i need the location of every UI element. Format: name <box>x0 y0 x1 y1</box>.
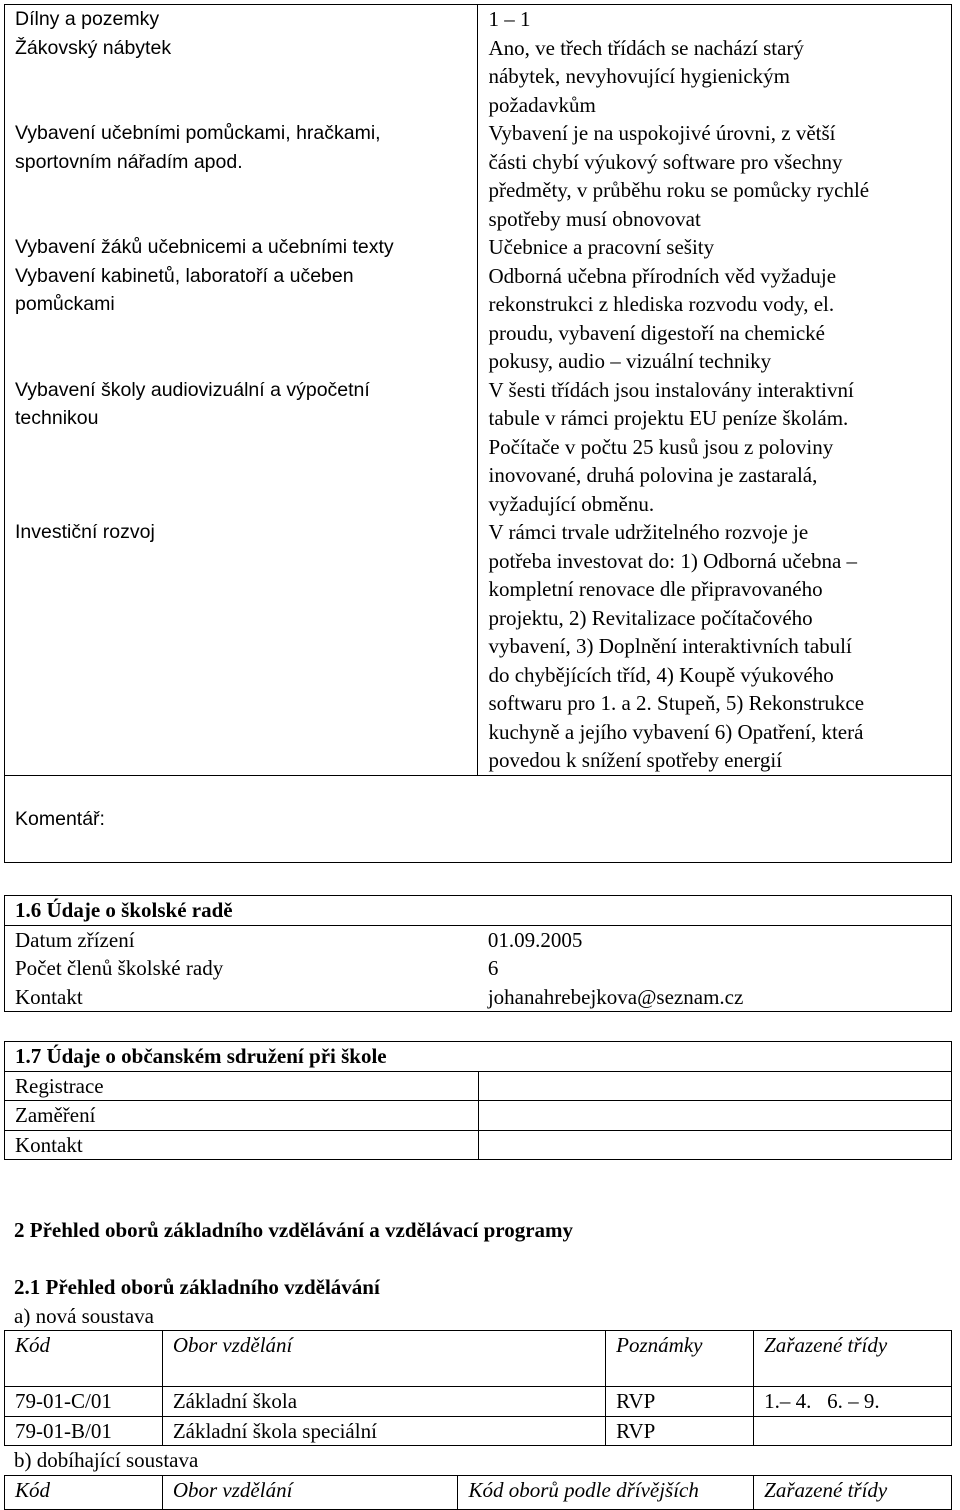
equipment-value-line: vyžadující obměnu. <box>488 491 655 516</box>
equipment-value-line: povedou k snížení spotřeby energií <box>488 748 783 772</box>
civic-value-contact <box>478 1130 951 1160</box>
equipment-value-line: 1 – 1 <box>488 7 531 31</box>
equipment-value-line: nábytek, nevyhovující hygienickým <box>488 64 791 88</box>
board-value-contact: johanahrebejkova@seznam.cz <box>478 983 952 1012</box>
equipment-row-furniture <box>5 34 952 120</box>
equipment-value-line: kuchyně a jejího vybavení 6) Opatření, která <box>488 719 864 744</box>
equipment-label-teaching-aids <box>5 119 478 233</box>
new-row1-code: 79-01-C/01 <box>5 1387 163 1417</box>
board-label-date: Datum zřízení <box>5 925 478 954</box>
equipment-value-line: Odborná učebna přírodních věd vyžaduje <box>488 263 837 288</box>
new-row1-field: Základní škola <box>162 1387 605 1417</box>
board-value-date: 01.09.2005 <box>478 925 952 954</box>
new-header-code: Kód <box>5 1331 163 1387</box>
equipment-value-line: softwaru pro 1. a 2. Stupeň, 5) Rekonstrukce <box>488 691 865 715</box>
equipment-value-textbooks <box>478 233 952 262</box>
equipment-row-av-technology <box>5 376 952 519</box>
new-row2-field: Základní škola speciální <box>162 1416 605 1446</box>
equipment-value-line: tabule v rámci projektu EU peníze školám. <box>488 406 849 430</box>
section2-heading: 2 Přehled oborů základního vzdělávání a vzdělávací programy <box>14 1218 574 1242</box>
equipment-table <box>4 4 952 863</box>
old-header-field: Obor vzdělání <box>162 1476 458 1510</box>
new-system-label: a) nová soustava <box>14 1304 154 1328</box>
equipment-label-furniture <box>5 34 478 120</box>
equipment-value-av-technology <box>478 376 952 519</box>
old-header-code: Kód <box>5 1476 163 1510</box>
equipment-value-furniture <box>478 34 952 120</box>
new-row1-classes: 1.– 4. 6. – 9. <box>754 1387 952 1417</box>
equipment-value-cabinets <box>478 262 952 376</box>
board-value-members: 6 <box>478 954 952 983</box>
equipment-value-line: spotřeby musí obnovovat <box>488 206 701 231</box>
equipment-label-line: technikou <box>15 407 99 429</box>
equipment-value-line: V rámci trvale udržitelného rozvoje je <box>488 520 809 544</box>
comment-label: Komentář: <box>15 807 105 830</box>
civic-label-focus: Zaměření <box>5 1101 479 1131</box>
civic-label-contact: Kontakt <box>5 1130 479 1160</box>
equipment-value-teaching-aids <box>478 119 952 233</box>
board-label-members: Počet členů školské rady <box>5 954 478 983</box>
comment-cell <box>5 775 952 862</box>
new-system-table <box>4 1330 952 1446</box>
equipment-label-line: sportovním nářadím apod. <box>15 150 243 173</box>
equipment-label-line: Žákovský nábytek <box>15 36 172 59</box>
equipment-value-line: části chybí výukový software pro všechny <box>488 149 843 174</box>
equipment-label-line: Vybavení kabinetů, laboratoří a učeben <box>15 264 354 287</box>
school-board-table <box>4 895 952 1012</box>
equipment-row-textbooks <box>5 233 952 262</box>
equipment-label-workshops <box>5 5 478 34</box>
equipment-label-line: Dílny a pozemky <box>15 8 160 30</box>
equipment-value-workshops <box>478 5 952 34</box>
new-header-field: Obor vzdělání <box>162 1331 605 1387</box>
old-system-label: b) dobíhající soustava <box>14 1448 199 1472</box>
new-row2-code: 79-01-B/01 <box>5 1416 163 1446</box>
equipment-label-line: Vybavení učebními pomůckami, hračkami, <box>15 122 381 144</box>
school-board-heading: 1.6 Údaje o školské radě <box>5 896 952 926</box>
equipment-row-workshops <box>5 5 952 34</box>
equipment-value-line: rekonstrukci z hlediska rozvodu vody, el. <box>488 292 835 316</box>
new-row2-classes <box>754 1416 952 1446</box>
equipment-value-line: potřeba investovat do: 1) Odborná učebna – <box>488 548 858 573</box>
equipment-value-line: inovované, druhá polovina je zastaralá, <box>488 463 818 487</box>
new-row2-notes: RVP <box>606 1416 754 1446</box>
civic-assoc-table <box>4 1041 952 1160</box>
equipment-label-line: Investiční rozvoj <box>15 521 155 543</box>
old-header-old-codes: Kód oborů podle dřívějších <box>458 1476 754 1510</box>
equipment-value-line: do chybějících tříd, 4) Koupě výukového <box>488 662 834 687</box>
equipment-label-line: Vybavení žáků učebnicemi a učebními texty <box>15 236 394 258</box>
equipment-value-line: vybavení, 3) Doplnění interaktivních tabulí <box>488 634 852 658</box>
equipment-value-line: projektu, 2) Revitalizace počítačového <box>488 605 813 630</box>
equipment-label-cabinets <box>5 262 478 376</box>
equipment-label-textbooks <box>5 233 478 262</box>
equipment-value-line: V šesti třídách jsou instalovány interaktivní <box>488 377 854 402</box>
old-header-classes: Zařazené třídy <box>754 1476 952 1510</box>
equipment-value-line: Počítače v počtu 25 kusů jsou z poloviny <box>488 434 834 459</box>
equipment-value-line: Vybavení je na uspokojivé úrovni, z větší <box>488 121 836 145</box>
equipment-row-teaching-aids <box>5 119 952 233</box>
civic-label-registration: Registrace <box>5 1071 479 1101</box>
equipment-value-line: Učebnice a pracovní sešity <box>488 235 715 259</box>
board-label-contact: Kontakt <box>5 983 478 1012</box>
equipment-value-line: kompletní renovace dle připravovaného <box>488 577 823 601</box>
equipment-value-line: proudu, vybavení digestoří na chemické <box>488 320 825 345</box>
equipment-value-line: Ano, ve třech třídách se nachází starý <box>488 35 804 60</box>
equipment-value-line: pokusy, audio – vizuální techniky <box>488 349 772 373</box>
equipment-value-line: předměty, v průběhu roku se pomůcky rychlé <box>488 178 870 202</box>
equipment-label-investment <box>5 518 478 775</box>
equipment-value-investment <box>478 518 952 775</box>
civic-value-focus <box>478 1101 951 1131</box>
equipment-row-investment <box>5 518 952 775</box>
civic-value-registration <box>478 1071 951 1101</box>
new-header-notes: Poznámky <box>606 1331 754 1387</box>
equipment-value-line: požadavkům <box>488 92 596 117</box>
equipment-label-av-technology <box>5 376 478 519</box>
section2-subheading: 2.1 Přehled oborů základního vzdělávání <box>14 1275 380 1299</box>
new-header-classes: Zařazené třídy <box>754 1331 952 1387</box>
equipment-label-line: Vybavení školy audiovizuální a výpočetní <box>15 378 370 401</box>
old-system-table <box>4 1475 952 1510</box>
civic-assoc-heading: 1.7 Údaje o občanském sdružení při škole <box>5 1042 952 1072</box>
equipment-row-cabinets <box>5 262 952 376</box>
new-row1-notes: RVP <box>606 1387 754 1417</box>
equipment-label-line: pomůckami <box>15 293 115 315</box>
